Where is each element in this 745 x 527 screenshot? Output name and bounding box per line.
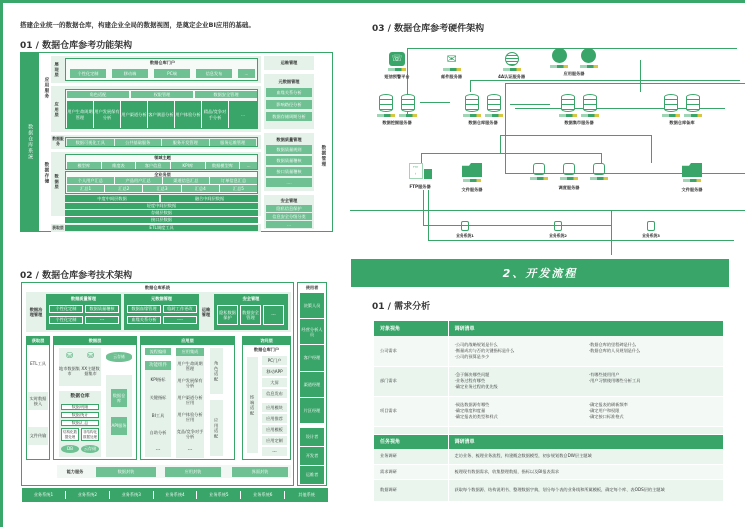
table-header: 调研清单 <box>448 434 724 449</box>
data-service-item: 服务开发管理 <box>162 139 209 146</box>
security-item: 隐私信息保护 <box>266 205 312 212</box>
bullet: ·确定用户和权限 <box>588 408 620 413</box>
row-label: 公司需求 <box>374 336 448 366</box>
app-item: ... <box>229 101 257 128</box>
data-bar: 接口层数据 <box>65 217 258 223</box>
capability-item: 数据封装 <box>96 467 156 477</box>
ftp-icon: FTP ↑ <box>409 163 423 179</box>
flow-orchestration: 流程编排 <box>145 348 171 355</box>
bullet: ·衡量成功与否的关键指标是什么 <box>454 347 515 353</box>
app-item: 用户渠道分析 <box>121 101 147 128</box>
monitor-icon <box>593 163 605 175</box>
user-role: 渠道经理 <box>300 372 324 398</box>
quality-item: 数据质量稽核 <box>266 156 312 165</box>
etl-tool: ETL调度工具 <box>65 225 258 231</box>
data-bar: 融合中间层数据 <box>161 195 258 202</box>
users-title: 使用者 <box>305 285 319 291</box>
cloud-storage: 云存储 <box>106 352 132 362</box>
node-label: 数据集市服务器 <box>564 120 594 125</box>
database-icon <box>583 94 597 112</box>
sum-item: 汇总1 <box>67 185 104 192</box>
row-text: 梳理现有数据需求，收集整理数据，指标以及BI报表需求 <box>448 464 724 479</box>
integ-item: 用户发展保有分析 <box>177 377 203 388</box>
sum-item: 汇总5 <box>220 185 257 192</box>
mart-server-node <box>554 94 604 125</box>
user-role: 设计者 <box>300 428 324 447</box>
func-item: BI工具 <box>151 413 165 419</box>
folder-icon <box>462 163 482 177</box>
node-label: FTP服务器 <box>409 184 431 189</box>
bullet: ·数据仓库的人员规划是什么 <box>588 347 641 353</box>
node-label: 应用服务器 <box>563 71 585 76</box>
user-role: 运维者 <box>305 472 319 478</box>
file-server-node-2 <box>672 163 712 192</box>
node-label: 数据挖掘服务器 <box>382 120 412 125</box>
topic-item: 数据模型库 <box>206 162 240 169</box>
node-label: 业务系统3 <box>642 233 660 238</box>
display-item: 移动APP <box>262 367 287 376</box>
terminal-adapter: 终端适配 <box>247 357 258 453</box>
quality-mgmt-title: 数据质量管理 <box>70 295 97 301</box>
data-service-label: 数据服务 <box>52 136 64 146</box>
data-bar: 轻度中间层数据 <box>65 203 258 209</box>
dev-process-banner: 2、开发流程 <box>351 259 729 287</box>
monitor-icon <box>563 163 575 175</box>
bullet: ·急于解决哪些问题 <box>454 372 490 377</box>
sum-item: 汇总2 <box>105 185 142 192</box>
hardware-diagram <box>350 40 745 255</box>
business-system: 业务系统4 <box>154 491 198 499</box>
integ-item: 用户体验分析应用 <box>177 411 203 422</box>
app-service-label: 应用服务 <box>43 77 49 99</box>
business-system: 业务系统5 <box>197 491 241 499</box>
node-label: 调度服务器 <box>558 185 580 190</box>
app-top-item: 数据安全管理 <box>195 91 257 98</box>
func-item: 自助分析 <box>149 430 167 436</box>
data-mart: XX主题数据集市 <box>81 365 100 376</box>
node-label: 文件服务器 <box>681 187 703 192</box>
auth-icon <box>505 52 519 66</box>
folder-icon <box>682 163 702 177</box>
intro-text: 搭建企业统一的数据仓库，构建企业全局的数据视图，是奠定企业BI应用的基础。 <box>20 21 255 29</box>
user-role: 开发者 <box>300 447 324 466</box>
data-col <box>53 336 137 460</box>
file-server-node <box>452 163 492 192</box>
bullet: ·公司的预算是多少 <box>454 353 490 359</box>
section-02-title: 02 / 数据仓库参考技术架构 <box>20 271 133 281</box>
security-mgmt-title: 安全管理 <box>242 295 260 301</box>
quality-item: 数据质量规则 <box>266 145 312 154</box>
topic-item: KPI库 <box>171 162 205 169</box>
display-item: ... <box>238 69 255 78</box>
acquire-col <box>26 336 50 460</box>
table-row <box>374 336 724 366</box>
metadata-item: 血缘关系分析 <box>266 88 312 97</box>
table-header: 对象视角 <box>374 321 448 336</box>
bullet: ·确定报表的刷新频率 <box>588 402 628 407</box>
security-mgmt-box <box>214 294 288 330</box>
summary-title: 全业务层 <box>154 172 171 177</box>
scheduler-node <box>530 163 608 190</box>
metadata-item: 数据存储周期分析 <box>266 112 312 121</box>
row-label: 需求调研 <box>374 464 448 479</box>
row-label: 项目需求 <box>374 396 448 426</box>
user-role: 经营分析人员 <box>300 319 324 345</box>
display-item: 信息发布 <box>196 69 232 78</box>
quality-panel <box>264 133 314 191</box>
app-integration: 应用集成 <box>176 348 204 356</box>
summary-item: 个人用户汇总 <box>67 177 114 184</box>
func-item: --- <box>155 447 161 453</box>
role-adapter: 角色适配 <box>210 348 223 394</box>
topic-item: 客户信息 <box>136 162 170 169</box>
business-system: 业务系统1 <box>22 491 66 499</box>
sum-item: 汇总4 <box>182 185 219 192</box>
wh-item: 数据汇总 <box>61 420 99 426</box>
display-item: 个性化定制 <box>70 69 106 78</box>
summary-item: 产品用户汇总 <box>115 177 162 184</box>
bullet: ·业务过程有哪些 <box>454 378 486 383</box>
row-label: 数据调研 <box>374 479 448 501</box>
summary-item: 订单信息汇总 <box>210 177 257 184</box>
data-service-item: 公共基础服务 <box>115 139 162 146</box>
database-icon: ⛁ <box>66 352 73 360</box>
business-system: 业务系统2 <box>66 491 110 499</box>
topic-item: ... <box>240 162 257 169</box>
integ-item: --- <box>187 447 193 453</box>
data-layer <box>51 152 261 216</box>
node-label: 业务系统1 <box>456 233 474 238</box>
func-components-title: 功能组件 <box>145 361 171 370</box>
wh-sub: 非结构化数据处理 <box>81 428 99 441</box>
app-layer <box>51 86 261 132</box>
metadata-panel <box>264 74 314 129</box>
app-top-item: 权限管理 <box>131 91 193 98</box>
acquire-layer-label: 获取层 <box>52 224 64 230</box>
data-storage-label: 数据存储 <box>43 162 49 184</box>
quality-mgmt-box <box>46 294 121 330</box>
tech-system-label: 数据仓库系统 <box>144 284 171 290</box>
node-label: 短信预警平台 <box>384 74 410 79</box>
app-item: 精品/竞争对手分析 <box>202 101 228 128</box>
node-label: 4A认证服务器 <box>497 74 526 79</box>
topic-item: 模型库 <box>67 162 101 169</box>
acquire-item: 实时数据接入 <box>28 392 48 410</box>
capability-item: 应用封装 <box>165 467 221 477</box>
dw-block: 数据仓库 <box>111 389 127 407</box>
metadata-mgmt-title: 元数据管理 <box>151 295 172 301</box>
wh-item: 数据明细 <box>61 404 99 410</box>
portal-title: 数据仓库门户 <box>149 60 176 66</box>
row-label: 部门需求 <box>374 366 448 396</box>
node-label: 业务系统2 <box>549 233 567 238</box>
integ-item: 竞品/竞争对手分析 <box>176 428 204 439</box>
metadata-mgmt-item: 血缘关系分析 <box>127 316 161 324</box>
wh-item: 数据统计 <box>61 412 99 418</box>
acquire-layer <box>51 224 261 232</box>
func-item: KPI指标 <box>150 377 166 383</box>
integ-item: 用户渠道分析应用 <box>177 394 203 405</box>
bullet: ·确定维度和度量 <box>454 408 486 413</box>
gov-label: 数据治理管理 <box>29 306 43 317</box>
table-row <box>374 396 724 426</box>
node-label: 数据仓库备库 <box>669 120 695 125</box>
business-systems-bar <box>22 488 328 502</box>
display-item: 应用模块 <box>262 403 287 412</box>
functional-architecture <box>20 52 333 232</box>
metadata-mgmt-box <box>124 294 199 330</box>
business-system: 业务系统6 <box>241 491 285 499</box>
database-icon <box>686 94 700 112</box>
bullet: ·确定报表的类型和样式 <box>454 414 498 419</box>
app-item: 客户满意分析 <box>148 101 174 128</box>
acquire-item: 文件传输 <box>28 427 48 445</box>
warehouse-title: 数据仓库 <box>70 394 90 399</box>
mail-icon: ✉ <box>446 52 457 66</box>
data-mgmt-label: 数据管理 <box>320 144 326 167</box>
user-role: 客户经理 <box>300 345 324 371</box>
metadata-mgmt-item: 临时工作更改 <box>163 305 197 313</box>
display-item: 应用推荐 <box>262 414 287 423</box>
db-cylinder: 云存储 <box>81 445 99 453</box>
app-title: 应用层 <box>141 337 234 345</box>
topic-title: 领域主题 <box>154 155 171 161</box>
sum-item: 汇总3 <box>143 185 180 192</box>
req-section-title: 01 / 需求分析 <box>372 302 431 312</box>
metadata-title: 元数据管理 <box>278 79 300 85</box>
database-icon: ⛁ <box>87 352 94 360</box>
display-item: 大屏 <box>262 378 287 387</box>
section-03-title: 03 / 数据仓库参考硬件架构 <box>372 24 485 34</box>
security-mgmt-item: --- <box>263 305 284 325</box>
data-title: 数据层 <box>54 337 136 345</box>
app-top-item: 角色适配 <box>67 91 129 98</box>
display-layer-label: 展现层 <box>54 61 60 78</box>
security-panel <box>264 195 314 229</box>
database-icon <box>554 221 562 231</box>
table-header: 调研清单 <box>448 321 724 336</box>
user-role: 决策人员 <box>300 293 324 319</box>
app-server-node <box>550 48 598 76</box>
business-system: 其他系统 <box>298 492 315 498</box>
quality-item: 接口质量稽核 <box>266 167 312 176</box>
table-row <box>374 479 724 501</box>
node-label: 数据仓库服务器 <box>468 120 498 125</box>
table-row <box>374 464 724 479</box>
db-cylinder: DB <box>61 445 79 453</box>
display-item: 移动端 <box>112 69 148 78</box>
api-service-block: API服务 <box>111 417 127 435</box>
quality-mgmt-item: 个性化定制 <box>49 305 83 313</box>
metadata-mgmt-item: ---- <box>163 316 197 324</box>
app-item: 用户体验分析 <box>175 101 201 128</box>
section-01-title: 01 / 数据仓库参考功能架构 <box>20 41 133 51</box>
users-column <box>297 282 327 486</box>
dw-server-node <box>458 94 508 125</box>
func-item: 关键指标 <box>149 395 167 401</box>
app-adapter: 应用适配 <box>210 400 223 456</box>
display-item: PC门户 <box>262 356 287 365</box>
capability-item: 界面封装 <box>232 467 288 477</box>
security-mgmt-item: 隐私数据保护 <box>217 305 238 325</box>
biz-system-3 <box>631 221 671 239</box>
row-label: 业务调研 <box>374 449 448 464</box>
capability-label: 能力服务 <box>66 468 84 474</box>
bullet: ·数据仓库的里程碑是什么 <box>588 341 637 347</box>
data-bar: 中度中间层数据 <box>65 195 159 202</box>
database-icon <box>379 94 393 112</box>
display-portal: 数据仓库门户 <box>253 346 280 352</box>
ops-label: 运维管理 <box>201 306 211 317</box>
phone-icon: ☏ <box>389 52 405 66</box>
table-header: 任务视角 <box>374 434 448 449</box>
topic-item: 维度表 <box>102 162 136 169</box>
database-icon <box>561 94 575 112</box>
metadata-mgmt-item: 数据血缘管理 <box>127 305 161 313</box>
display-col <box>242 336 291 460</box>
app-col <box>140 336 235 460</box>
mail-server-node <box>429 52 474 79</box>
app-layer-label: 应用层 <box>54 102 60 118</box>
integ-item: 用户生命周期管理 <box>177 360 203 371</box>
database-icon <box>401 94 415 112</box>
bullet: ·用户习惯使用哪些分析工具 <box>588 378 641 383</box>
database-icon <box>465 94 479 112</box>
app-item: 用户发展保有分析 <box>94 101 120 128</box>
security-item: ... <box>266 221 312 228</box>
acquire-item: ETL工具 <box>30 361 46 367</box>
mining-server-node <box>372 94 422 125</box>
ftp-server-node <box>400 163 440 189</box>
security-mgmt-item: 数据安全管理 <box>240 305 261 325</box>
data-mart: 地市数据集市 <box>59 365 80 376</box>
business-system: 业务系统3 <box>110 491 154 499</box>
system-label: 数据仓库系统 <box>21 53 39 231</box>
bullet: ·公司的战略规划是什么 <box>454 341 498 347</box>
wh-sub: 结构化数据处理 <box>61 428 79 441</box>
app-item: 用户生命周期管理 <box>67 101 93 128</box>
acquire-title: 获取层 <box>27 337 49 345</box>
quality-mgmt-item: 个性化定制 <box>49 316 83 324</box>
monitor-icon <box>533 163 545 175</box>
data-bar: 存储层数据 <box>65 210 258 216</box>
dw-backup-node <box>657 94 707 125</box>
object-perspective-table <box>374 321 724 502</box>
quality-title: 数据质量管理 <box>276 137 302 143</box>
globe-icon <box>552 48 567 63</box>
display-item: --- <box>262 447 287 456</box>
security-title: 安全管理 <box>280 197 298 203</box>
display-layer <box>51 56 261 83</box>
data-layer-label: 数据层 <box>54 174 60 190</box>
display-item: 应用模板 <box>262 425 287 434</box>
security-item: 信息安全分级分类 <box>266 213 312 220</box>
quality-mgmt-item: 数据质量稽核 <box>85 305 119 313</box>
bullet: ·有哪些使用用户 <box>588 372 620 377</box>
database-icon <box>664 94 678 112</box>
data-service-item: 服务运维管理 <box>210 139 257 146</box>
table-row <box>374 366 724 396</box>
tech-architecture <box>21 282 294 486</box>
user-role: 片区经理 <box>303 407 321 413</box>
database-icon <box>647 221 655 231</box>
bullet: ·确定业务过程的优先级 <box>454 384 498 389</box>
table-row <box>374 449 724 464</box>
bullet: ·候选数据源有哪些 <box>454 402 490 407</box>
display-title: 访问层 <box>243 337 290 345</box>
data-service-layer <box>51 135 261 149</box>
globe-icon <box>581 48 596 63</box>
display-item: 信息发布 <box>262 389 287 398</box>
ops-management: 运维管理 <box>264 56 314 70</box>
data-service-item: 数据可视化工具 <box>67 139 114 146</box>
display-item: 应用定制 <box>262 436 287 445</box>
auth-server-node <box>489 52 534 79</box>
biz-system-1 <box>445 221 485 239</box>
quality-mgmt-item: --- <box>85 316 119 324</box>
row-text: 获取每个数据源、结构说明书、整理数据字典，划分每个表的业务线和所属模板，确定每个库、表ODS层的主题域 <box>448 479 724 501</box>
biz-system-2 <box>538 221 578 239</box>
database-icon <box>461 221 469 231</box>
sms-alert-node <box>372 52 422 79</box>
bullet: ·确定接口标准格式 <box>588 414 624 419</box>
database-icon <box>487 94 501 112</box>
row-text: 走访业务、梳理业务流程，构建概念数据模型，初步规划数仓DW层主题域 <box>448 449 724 464</box>
display-item: PC端 <box>154 69 190 78</box>
summary-item: 渠道信息汇总 <box>163 177 210 184</box>
node-label: 邮件服务器 <box>441 74 462 79</box>
quality-item: .... <box>266 178 312 187</box>
node-label: 文件服务器 <box>461 187 483 192</box>
metadata-item: 影响路径分析 <box>266 100 312 109</box>
